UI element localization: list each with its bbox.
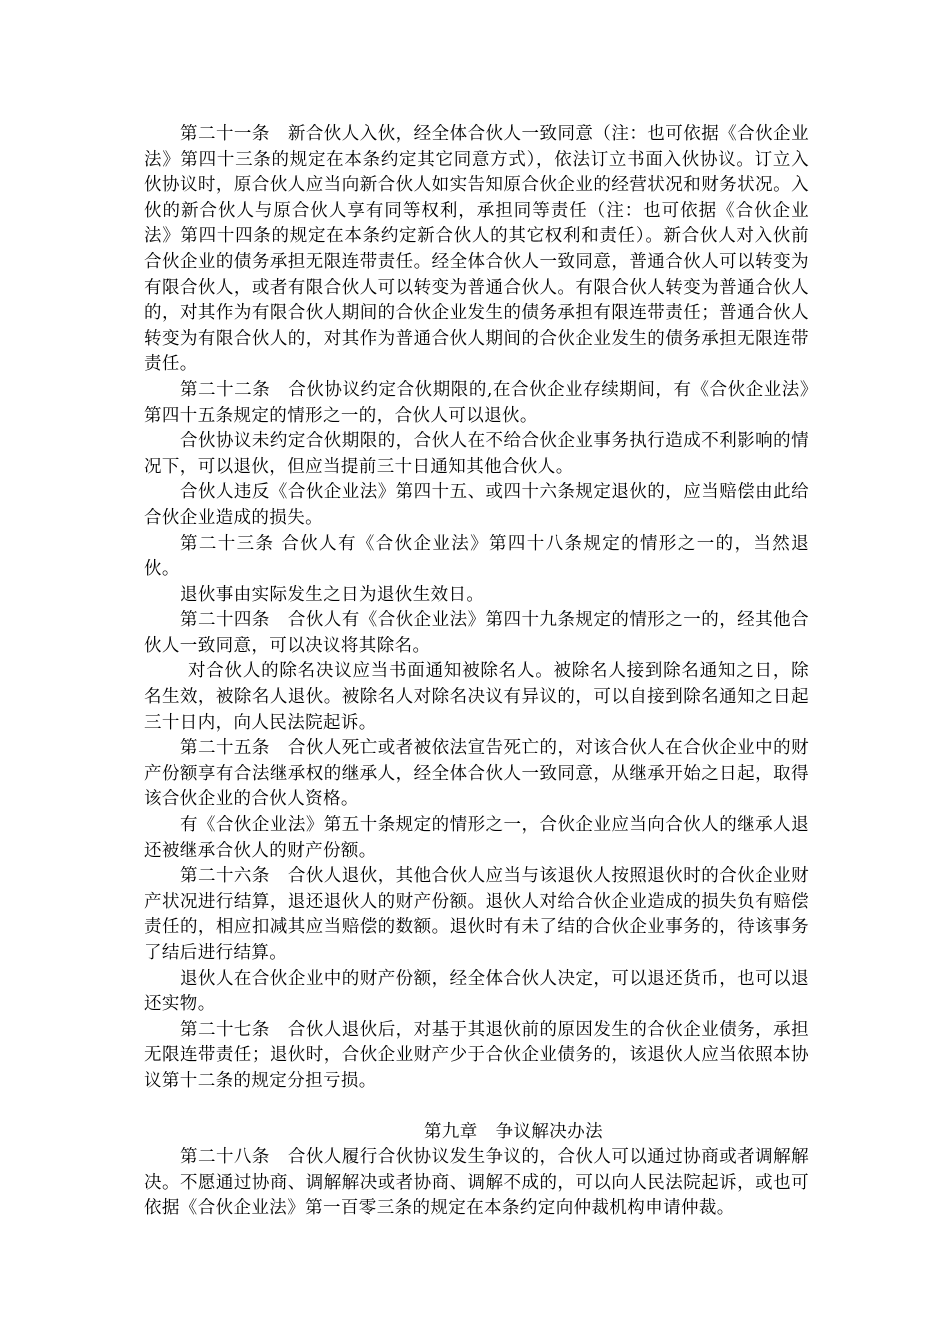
- article-22-paragraph: 第二十二条 合伙协议约定合伙期限的,在合伙企业存续期间，有《合伙企业法》第四十五条规定的情形之一的，合伙人可以退伙。: [144, 379, 809, 426]
- article-26-paragraph: 第二十六条 合伙人退伙，其他合伙人应当与该退伙人按照退伙时的合伙企业财产状况进行结算，退还退伙人的财产份额。退伙人对给合伙企业造成的损失负有赔偿责任的，相应扣减其应当赔偿的数额。退伙时有未了结的合伙企业事务的，待该事务了结后进行结算。: [144, 866, 809, 963]
- article-27-paragraph: 第二十七条 合伙人退伙后，对基于其退伙前的原因发生的合伙企业债务，承担无限连带责任；退伙时，合伙企业财产少于合伙企业债务的，该退伙人应当依照本协议第十二条的规定分担亏损。: [144, 1019, 809, 1091]
- article-23-clause-2: 退伙事由实际发生之日为退伙生效日。: [180, 584, 485, 605]
- document-page: [144, 122, 809, 1222]
- article-24-clause-2: 对合伙人的除名决议应当书面通知被除名人。被除名人接到除名通知之日，除名生效，被除名人退伙。被除名人对除名决议有异议的，可以自接到除名通知之日起三十日内，向人民法院起诉。: [144, 661, 809, 733]
- article-26-clause-2: 退伙人在合伙企业中的财产份额，经全体合伙人决定，可以退还货币，也可以退还实物。: [144, 968, 809, 1015]
- chapter-heading: 第九章 争议解决办法: [424, 1121, 603, 1142]
- article-25-paragraph: 第二十五条 合伙人死亡或者被依法宣告死亡的，对该合伙人在合伙企业中的财产份额享有合法继承权的继承人，经全体合伙人一致同意，从继承开始之日起，取得该合伙企业的合伙人资格。: [144, 738, 809, 810]
- article-24-paragraph: 第二十四条 合伙人有《合伙企业法》第四十九条规定的情形之一的，经其他合伙人一致同意，可以决议将其除名。: [144, 610, 809, 656]
- article-28-paragraph: 第二十八条 合伙人履行合伙协议发生争议的，合伙人可以通过协商或者调解解决。不愿通过协商、调解解决或者协商、调解不成的，可以向人民法院起诉，或也可依据《合伙企业法》第一百零三条的规定在本条约定向仲裁机构申请仲裁。: [144, 1147, 809, 1219]
- article-22-clause-2: 合伙协议未约定合伙期限的，合伙人在不给合伙企业事务执行造成不利影响的情况下，可以退伙，但应当提前三十日通知其他合伙人。: [144, 431, 809, 477]
- article-23-paragraph: 第二十三条 合伙人有《合伙企业法》第四十八条规定的情形之一的，当然退伙。: [144, 533, 809, 580]
- article-22-clause-3: 合伙人违反《合伙企业法》第四十五、或四十六条规定退伙的，应当赔偿由此给合伙企业造成的损失。: [144, 482, 809, 528]
- article-21-paragraph: 第二十一条 新合伙人入伙，经全体合伙人一致同意（注：也可依据《合伙企业法》第四十三条的规定在本条约定其它同意方式），依法订立书面入伙协议。订立入伙协议时，原合伙人应当向新合伙人如实告知原合伙企业的经营状况和财务状况。入伙的新合伙人与原合伙人享有同等权利，承担同等责任（注：也可依据《合伙企业法》第四十四条的规定在本条约定新合伙人的其它权利和责任）。新合伙人对入伙前合伙企业的债务承担无限连带责任。经全体合伙人一致同意，普通合伙人可以转变为有限合伙人，或者有限合伙人可以转变为普通合伙人。有限合伙人转变为普通合伙人的，对其作为有限合伙人期间的合伙企业发生的债务承担有限连带责任；普通合伙人转变为有限合伙人的，对其作为普通合伙人期间的合伙企业发生的债务承担无限连带责任。: [144, 124, 809, 375]
- article-25-clause-2: 有《合伙企业法》第五十条规定的情形之一，合伙企业应当向合伙人的继承人退还被继承合伙人的财产份额。: [144, 815, 809, 861]
